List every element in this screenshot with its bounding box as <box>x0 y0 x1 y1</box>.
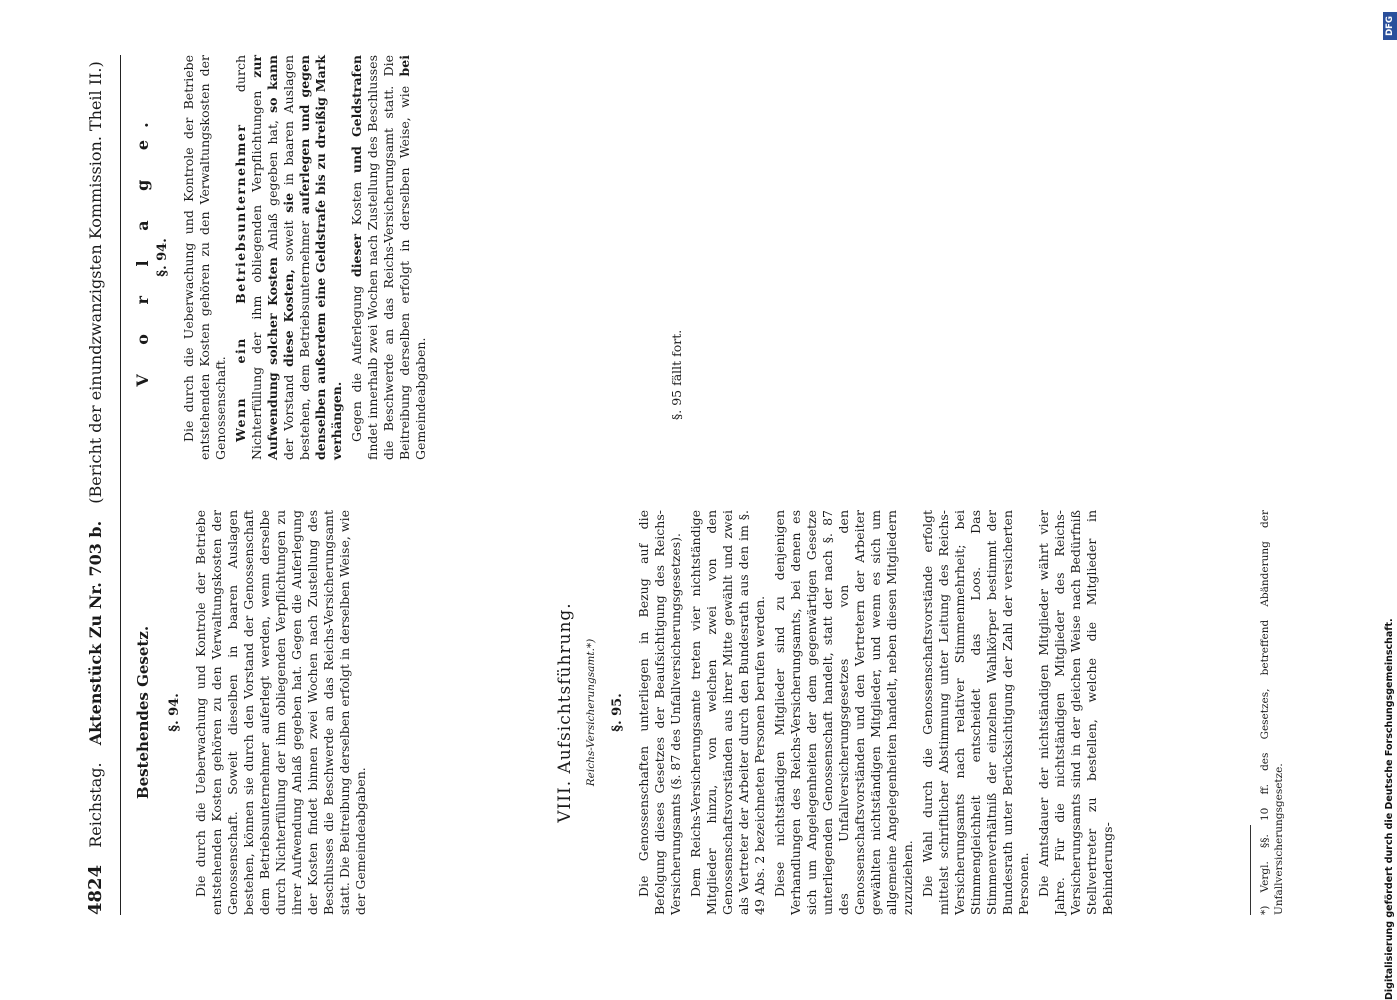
proposal-para-95-dropped: §. 95 fällt fort. <box>669 329 684 420</box>
text-run: durch Nichterfüllung der ihm obliegenden Verpflichtungen <box>233 55 264 460</box>
section-subtitle: Reichs-Versicherungsamt.*) <box>585 638 597 787</box>
bold-phrase: sie <box>281 192 296 213</box>
bold-phrase: bei <box>397 55 412 77</box>
proposal-heading: V o r l a g e. <box>133 110 152 387</box>
bold-phrase: und Geldstrafen <box>349 55 364 174</box>
section-paragraph-4: Die Wahl durch die Genossenschaftsvorstände erfolgt mittelst schriftlicher Abstimmung unter Leitung des Reichs-Versicherungsamts nach relativer Stimmenmehrheit; bei Stimmengleichheit entscheidet das Loos. Das Stimmenverhältniß der einzelnen Wahlkörper bestimmt der Bundesrath unter Berücksichtigung der Zahl der versicherten Personen. <box>920 510 1031 915</box>
text-run: Kosten <box>349 173 364 234</box>
text-run: Gegen die Auferlegung <box>349 277 364 442</box>
running-head <box>85 55 115 915</box>
section-paragraph-2: Dem Reichs-Versicherungsamte treten vier nichtständige Mitglieder hinzu, von welchen zwei von den Genossenschaftsvorständen aus ihrer Mitte gewählt und zwei als Vertreter der Arbeiter durch den Bundesrath aus den im §. 49 Abs. 2 bezeichneten Personen berufen werden. <box>688 510 767 915</box>
proposal-column <box>135 55 689 460</box>
running-head-middle: Aktenstück Zu Nr. 703 b. <box>86 520 105 746</box>
running-head-left: Reichstag. <box>86 762 105 848</box>
dfg-logo-text: DFG <box>1385 16 1395 36</box>
existing-law-heading: Bestehendes Gesetz. <box>134 625 152 800</box>
section-paragraph-3: Diese nichtständigen Mitglieder sind zu denjenigen Verhandlungen des Reichs-Versicherungsamts, bei denen es sich um Angelegenheiten der dem gegenwärtigen Gesetze unterliegenden Genossenschaft handelt, statt der nach §. 87 des Unfallversicherungsgesetzes von den Genossenschaftsvorständen und den Vertretern der Arbeiter gewählten nichtständigen Mitglieder, und wenn es sich um allgemeine Angelegenheiten handelt, neben diesen Mitgliedern zuzuziehen. <box>772 510 915 915</box>
bold-phrase: diese Kosten, <box>281 269 296 367</box>
section-title: VIII. Aufsichtsführung. <box>555 602 575 823</box>
digitization-note: Digitalisierung gefördert durch die Deutsche Forschungsgemeinschaft. <box>1384 618 1395 1000</box>
header-rule <box>120 55 121 915</box>
proposal-paragraph-1: Die durch die Ueberwachung und Kontrole der Betriebe entstehenden Kosten gehören zu den Verwaltungskosten der Genossenschaft. <box>181 55 228 460</box>
section-paragraph-5: Die Amtsdauer der nichtständigen Mitglieder währt vier Jahre. Für die nichtständigen Mitglieder des Reichs-Versicherungsamts sind in der gleichen Weise nach Bedürfniß Stellvertreter zu bestellen, welche die Mitglieder in Behinderungs- <box>1036 510 1115 915</box>
proposal-paragraph-3 <box>349 55 429 460</box>
bold-phrase: auferlegen und gegen denselben außerdem eine Geldstrafe bis zu dreißig Mark verhängen. <box>297 54 344 460</box>
section-body <box>610 510 1120 915</box>
existing-law-column <box>135 510 373 915</box>
bold-phrase: zur Aufwendung solcher Kosten <box>249 55 280 460</box>
text-run: soweit <box>281 212 296 270</box>
text-run: Gemeindeabgaben. <box>413 337 428 460</box>
bold-phrase: so kann <box>265 55 280 113</box>
text-run: findet innerhalb zwei Wochen nach Zustellung des Beschlusses die Beschwerde an das Reichs-Versicherungsamt statt. Die Beitreibung derselben erfolgt in derselben Weise, wie <box>365 55 412 460</box>
existing-law-text: Die durch die Ueberwachung und Kontrole der Betriebe entstehenden Kosten gehören zu den Verwaltungskosten der Genossenschaft. Soweit dieselben in baaren Auslagen bestehen, können sie durch den Vorstand der Genossenschaft dem Betriebsunternehmer auferlegt werden, wenn derselbe durch Nichterfüllung der ihm obliegenden Verpflichtungen zu ihrer Aufwendung Anlaß gegeben hat. Gegen die Auferlegung der Kosten findet binnen zwei Wochen nach Zustellung des Beschlusses die Beschwerde an das Reichs-Versicherungsamt statt. Die Beitreibung derselben erfolgt in derselben Weise, wie der Gemeindeabgaben. <box>193 510 368 915</box>
bold-phrase: Wenn ein Betriebsunternehmer <box>233 123 248 442</box>
running-head-right: (Bericht der einundzwanzigsten Kommission. Theil II.) <box>86 61 105 504</box>
text-run: der Vorstand <box>281 366 296 460</box>
footnote: *) Vergl. §§. 10 ff. des Gesetzes, betreffend Abänderung der Unfallversicherungsgesetze. <box>1259 510 1285 915</box>
section-paragraph-1: Die Genossenschaften unterliegen in Bezug auf die Befolgung dieses Gesetzes der Beaufsichtigung des Reichs-Versicherungsamts (§. 87 des Unfallversicherungsgesetzes). <box>636 510 683 915</box>
text-run: Anlaß gegeben hat, <box>265 112 280 258</box>
section-para-95: §. 95. <box>610 693 625 732</box>
proposal-paragraph-2 <box>233 55 345 460</box>
existing-law-para-94: §. 94. <box>167 693 182 732</box>
text-run: in baaren Auslagen bestehen, dem Betriebsunternehmer <box>281 55 312 460</box>
bold-phrase: dieser <box>349 233 364 277</box>
footnote-rule <box>1250 825 1251 915</box>
page-number: 4824 <box>85 864 106 915</box>
proposal-para-94: §. 94. <box>155 238 170 277</box>
